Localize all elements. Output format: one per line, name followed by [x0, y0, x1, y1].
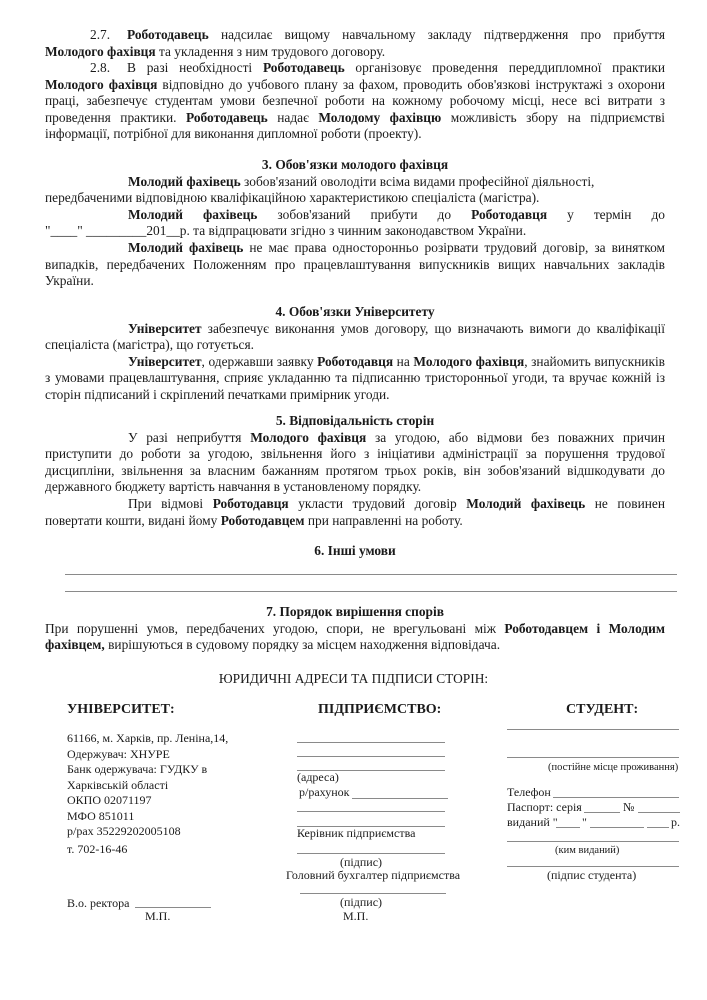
text: При відмові [128, 495, 213, 511]
text: надає [267, 109, 319, 125]
student-signature-line[interactable] [507, 866, 679, 867]
issued-label: виданий " [507, 815, 558, 829]
text: та укладення з ним трудового договору. [155, 43, 386, 59]
section-3-title: 3. Обов'язки молодого фахівця [261, 157, 449, 172]
deadline-line: "____" _________201__р. та відпрацювати згідно з чинним законодавством України. [45, 223, 527, 239]
section-5-paragraph-1 [45, 430, 665, 496]
term-university: Університет [128, 320, 202, 336]
clause-2-7 [45, 27, 665, 60]
text: зобов'язаний оволодіти всіма видами професійної діяльності, передбаченими відповідною кваліфікаційною характеристикою спеціаліста (магістра). [45, 173, 595, 206]
text: у термін до [547, 206, 666, 222]
other-terms-line-2[interactable] [65, 591, 677, 592]
university-phone: т. 702-16-46 [67, 842, 128, 856]
enterprise-account-line-2[interactable] [297, 811, 445, 812]
term-young-specialist: Молодий фахівець [128, 239, 244, 255]
text: , знайомить випускників з умовами працевлаштування, сприяє укладанню та підписанню тристоронньої угоди, та вручає кожній із сторін підписаний і скріплений печатками примірник угоди. [45, 353, 666, 402]
section-4 [45, 304, 665, 404]
director-signature-line[interactable] [297, 853, 445, 854]
student-signature-caption: (підпис студента) [547, 868, 637, 882]
term-young-specialist: Молодого фахівця [250, 429, 367, 445]
issued-month-line[interactable] [590, 827, 644, 828]
text: , одержавши заявку [201, 353, 318, 369]
passport-series-line[interactable] [584, 812, 620, 813]
university-bank-region: Харківській області [67, 777, 169, 792]
text: зобов'язаний прибути до [257, 206, 472, 222]
text: При порушенні умов, передбачених угодою, спори, не врегульовані між [45, 620, 505, 636]
accountant-signature-line[interactable] [300, 893, 446, 894]
university-recipient: Одержувач: ХНУРЕ [67, 746, 170, 761]
accountant-label: Головний бухгалтер підприємства [286, 868, 461, 882]
accountant-signature-caption: (підпис) [340, 895, 383, 909]
term-employer: Роботодавця [471, 206, 548, 222]
enterprise-address-line-1[interactable] [297, 742, 445, 743]
term-employer: Роботодавець [127, 27, 209, 42]
university-address: 61166, м. Харків, пр. Леніна,14, [67, 731, 229, 745]
university-account: р/рах 35229202005108 [67, 824, 181, 838]
enterprise-account-line[interactable] [352, 798, 448, 799]
section-4-title: 4. Обов'язки Університету [275, 304, 435, 319]
text: організовує проведення переддипломної практики [344, 60, 666, 75]
rector-label: В.о. ректора [67, 896, 130, 910]
text: У разі неприбуття [128, 429, 251, 445]
student-residence-line-1[interactable] [507, 729, 679, 730]
term-employer: Роботодавцем [220, 512, 305, 528]
residence-caption: (постійне місце проживання) [548, 762, 679, 773]
section-5 [45, 413, 665, 529]
text: за угодою, або відмови без поважних причин приступити до роботи за угодою, звільнення його з ініціативи адміністрації за порушення трудової дисципліни, звільнення за власним бажанням протягом трьох років, він зобов'язаний відшкодувати до державного бюджету вартість навчання в установленому порядку. [45, 429, 665, 495]
section-3-paragraph-3 [45, 240, 665, 290]
student-residence-line-2[interactable] [507, 757, 679, 758]
text: не повинен повертати кошти, видані йому [45, 495, 666, 528]
section-7-title: 7. Порядок вирішення спорів [266, 604, 444, 619]
section-5-paragraph-2 [45, 496, 665, 529]
term-university: Університет [128, 353, 202, 369]
text: при направленні на роботу. [304, 512, 463, 528]
term-employer: Роботодавця [317, 353, 394, 369]
university-okpo: ОКПО 02071197 [67, 793, 152, 807]
passport-number-line[interactable] [638, 812, 680, 813]
term-employer: Роботодавця [212, 495, 289, 511]
text: вирішуються в судовому порядку за місцем находження відповідача. [104, 637, 501, 653]
term-young-specialist: Молодого фахівця [45, 76, 158, 92]
term-young-specialist: Молодому фахівцю [318, 109, 442, 125]
text: відповідно до учбового плану за фахом, проводить обов'язкові інструктажі з охорони праці, забезпечує студентам умови безпечної роботи на кожному робочому місці, несе всі витрати з проведення практики. [45, 76, 665, 125]
text: забезпечує виконання умов договору, що визначають вимоги до кваліфікації спеціаліста (магістра), що готується. [45, 320, 665, 353]
enterprise-stamp: М.П. [343, 909, 369, 923]
other-terms-line-1[interactable] [65, 574, 677, 575]
student-heading: СТУДЕНТ: [566, 702, 639, 717]
student-phone-line[interactable] [553, 797, 679, 798]
section-7-paragraph [45, 621, 665, 654]
university-bank: Банк одержувача: ГУДКУ в [67, 762, 208, 776]
text: можливість збору на підприємстві інформації, потрібної для виконання дипломної роботи (проекту). [45, 109, 665, 142]
year-suffix: р. [671, 815, 680, 829]
student-phone-label: Телефон [507, 785, 551, 799]
term-young-specialist: Молодого фахівця [413, 353, 525, 369]
issued-by-caption: (ким виданий) [555, 845, 620, 856]
term-employer: Роботодавець [185, 109, 268, 125]
text: укласти трудовий договір [288, 495, 467, 511]
term-young-specialist: Молодий фахівець [128, 173, 241, 189]
enterprise-address-line-2[interactable] [297, 756, 445, 757]
text: В разі необхідності [127, 60, 263, 75]
director-signature-caption: (підпис) [340, 855, 383, 869]
address-label: (адреса) [297, 770, 339, 784]
term-young-specialist: Молодого фахівця [45, 43, 156, 59]
text: на [393, 353, 414, 369]
passport-number-sign: № [623, 800, 635, 814]
rector-signature-line[interactable] [135, 907, 211, 908]
section-7 [45, 604, 665, 654]
section-3-paragraph-1 [45, 174, 665, 207]
term-employer: Роботодавець [262, 60, 345, 75]
university-stamp: М.П. [145, 909, 171, 923]
issued-year-line[interactable] [647, 827, 669, 828]
passport-series-label: Паспорт: серія [507, 800, 582, 814]
university-mfo: МФО 851011 [67, 808, 135, 823]
section-4-paragraph-1 [45, 321, 665, 354]
term-young-specialist: Молодий фахівець [466, 495, 586, 511]
issued-quote: " [582, 815, 587, 829]
section-5-title: 5. Відповідальність сторін [275, 413, 435, 428]
clause-2-8 [45, 60, 665, 143]
section-3-paragraph-2 [45, 207, 665, 224]
account-label: р/рахунок [299, 785, 350, 799]
text: не має права односторонньо розірвати трудовий договір, за винятком випадків, передбачених Положенням про працевлаштування випускників вищих навчальних закладів України. [45, 239, 666, 289]
term-parties: Роботодавцем і Молодим фахівцем, [45, 620, 665, 653]
university-heading: УНІВЕРСИТЕТ: [67, 702, 175, 717]
clause-number: 2.8. [90, 60, 111, 75]
signatures-title: ЮРИДИЧНІ АДРЕСИ ТА ПІДПИСИ СТОРІН: [218, 671, 489, 686]
term-young-specialist: Молодий фахівець [128, 206, 258, 222]
director-label: Керівник підприємства [297, 826, 416, 840]
text: надсилає вищому навчальному закладу підтвердження про прибуття [208, 27, 665, 42]
section-6-title: 6. Інші умови [314, 543, 396, 558]
clause-number: 2.7. [90, 27, 111, 42]
issued-day-line[interactable] [556, 827, 580, 828]
issued-by-line[interactable] [507, 841, 679, 842]
section-6 [45, 543, 665, 560]
section-3 [45, 157, 665, 290]
university-details [67, 731, 228, 840]
section-4-paragraph-2 [45, 354, 665, 404]
enterprise-heading: ПІДПРИЄМСТВО: [318, 702, 442, 717]
